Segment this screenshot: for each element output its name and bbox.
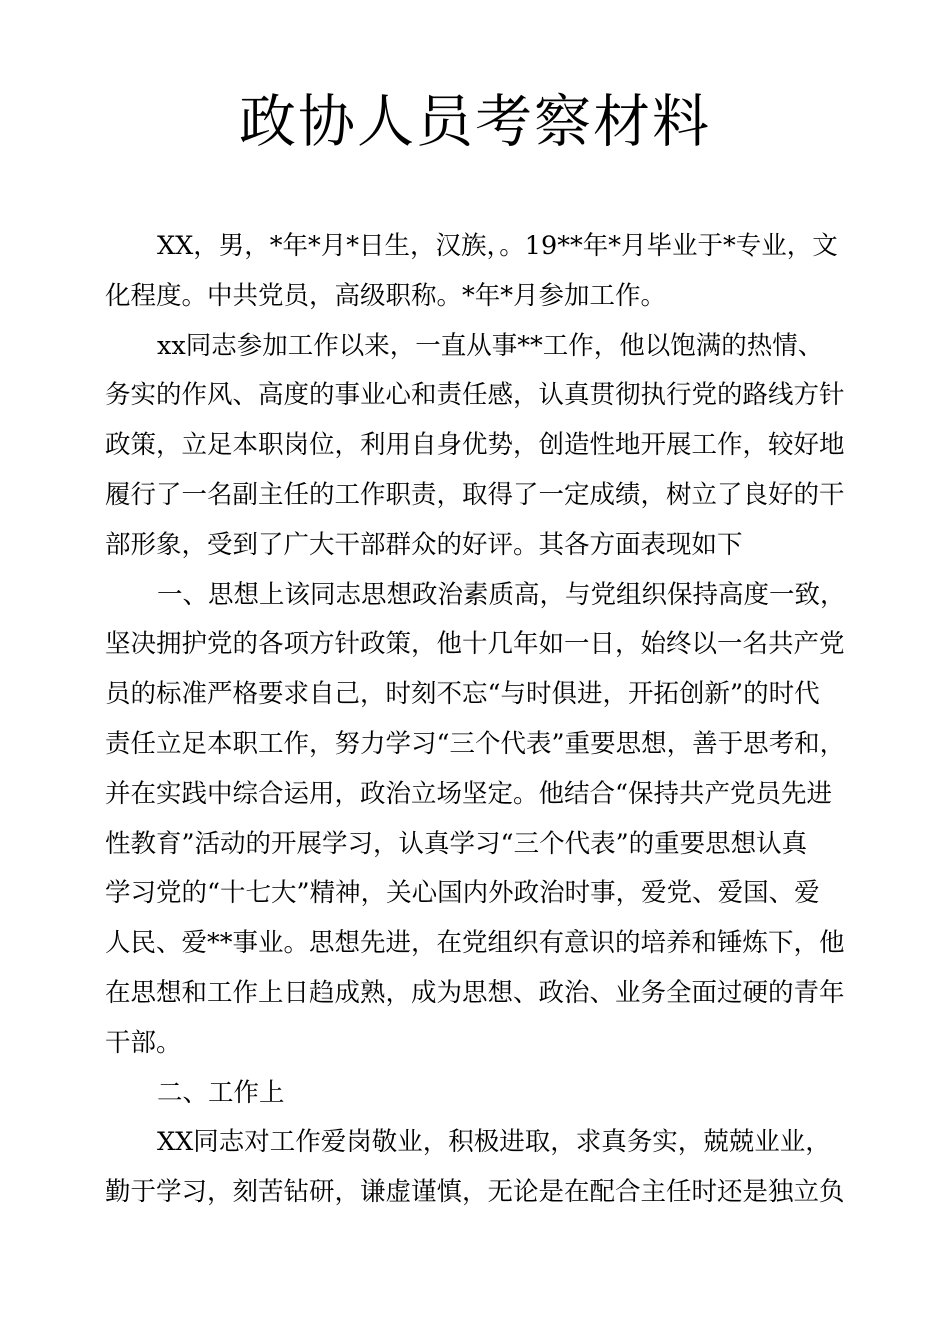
text-line: 学习党的“十七大”精神，关心国内外政治时事，爱党、爱国、爱: [105, 878, 820, 909]
text-line: 在思想和工作上日趋成熟，成为思想、政治、业务全面过硬的青年: [105, 977, 845, 1008]
text-line: 干部。: [105, 1027, 182, 1058]
text-line: 部形象，受到了广大干部群众的好评。其各方面表现如下: [105, 529, 743, 560]
paragraph-ideology: [105, 571, 860, 1069]
text-line: 化程度。中共党员，高级职称。*年*月参加工作。: [105, 280, 667, 311]
text-line: XX同志对工作爱岗敬业，积极进取，求真务实，兢兢业业，: [157, 1127, 831, 1158]
text-line: 履行了一名副主任的工作职责，取得了一定成绩，树立了良好的干: [105, 479, 845, 510]
text-line: xx同志参加工作以来，一直从事**工作，他以饱满的热情、: [157, 330, 824, 361]
text-line: 性教育”活动的开展学习，认真学习“三个代表”的重要思想认真: [105, 828, 808, 859]
section-heading-work: [105, 1069, 860, 1119]
text-line: 二、工作上: [157, 1077, 285, 1108]
paragraph-work-overview: [105, 322, 860, 571]
text-line: XX，男，*年*月*日生，汉族，。19**年*月毕业于*专业，文: [157, 231, 838, 261]
text-line: 务实的作风、高度的事业心和责任感，认真贯彻执行党的路线方针: [105, 380, 845, 411]
text-line: 人民、爱**事业。思想先进，在党组织有意识的培养和锤炼下，他: [105, 928, 845, 959]
paragraph-work-attitude: [105, 1118, 860, 1218]
text-line: 并在实践中综合运用，政治立场坚定。他结合“保持共产党员先进: [105, 778, 833, 809]
text-line: 政策，立足本职岗位，利用自身优势，创造性地开展工作，较好地: [105, 430, 845, 461]
paragraph-personal-info: [105, 222, 860, 322]
text-line: 责任立足本职工作，努力学习“三个代表”重要思想，善于思考和，: [105, 728, 846, 759]
document-body: [105, 222, 860, 1218]
text-line: 坚决拥护党的各项方针政策，他十几年如一日，始终以一名共产党: [105, 629, 845, 660]
text-line: 勤于学习，刻苦钻研，谦虚谨慎，无论是在配合主任时还是独立负: [105, 1177, 845, 1208]
document-title: 政协人员考察材料: [239, 89, 711, 155]
text-line: 员的标准严格要求自己，时刻不忘“与时俱进，开拓创新”的时代: [105, 679, 820, 710]
text-line: 一、思想上该同志思想政治素质高，与党组织保持高度一致，: [157, 579, 846, 610]
